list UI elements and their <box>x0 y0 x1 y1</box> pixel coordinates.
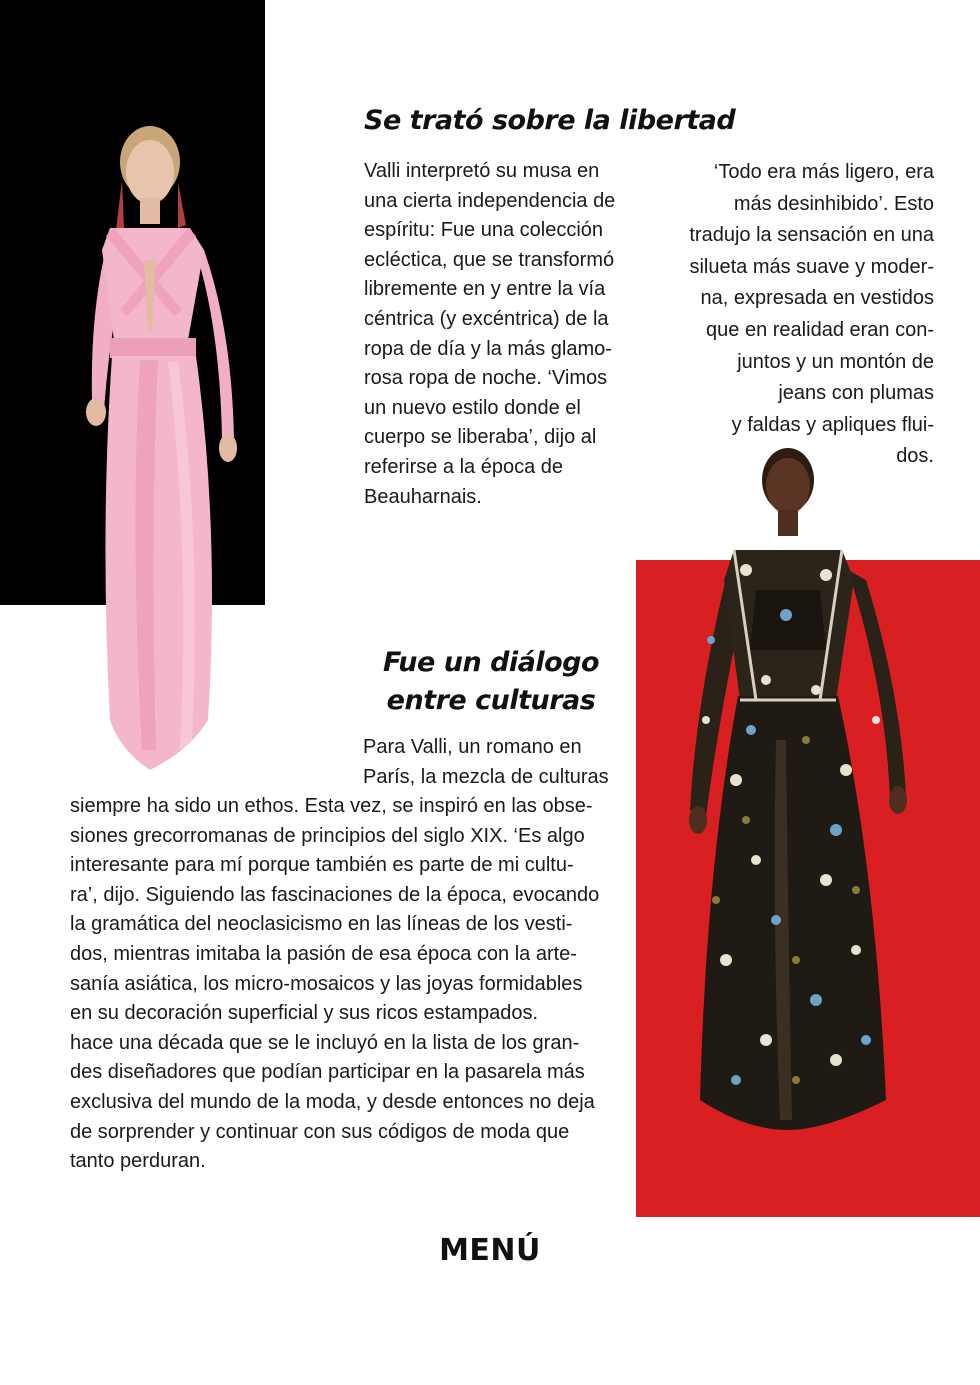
text-line: libremente en y entre la vía <box>364 278 606 301</box>
text-line: juntos y un montón de <box>737 350 934 373</box>
text-line: des diseñadores que podían participar en la pasarela más <box>70 1061 585 1084</box>
section-heading-libertad: Se trató sobre la libertad <box>364 105 736 136</box>
text-line: Valli interpretó su musa en <box>364 160 600 182</box>
text-line: Para Valli, un romano en <box>363 736 582 758</box>
text-line: dos. <box>896 445 934 468</box>
menu-link[interactable]: MENÚ <box>439 1233 541 1268</box>
text-line: rosa ropa de noche. ‘Vimos <box>364 367 608 390</box>
text-line: cuerpo se liberaba’, dijo al <box>364 426 597 449</box>
text-line: silueta más suave y moder- <box>689 255 934 278</box>
text-line: siempre ha sido un ethos. Esta vez, se inspiró en las obse- <box>70 795 593 817</box>
text-line: tradujo la sensación en una <box>689 224 934 247</box>
text-line: ecléctica, que se transformó <box>364 248 615 271</box>
text-line: referirse a la época de <box>364 455 564 478</box>
text-line: un nuevo estilo donde el <box>364 396 581 419</box>
text-line: la gramática del neoclasicismo en las líneas de los vesti- <box>70 913 573 936</box>
text-line: y faldas y apliques flui- <box>731 413 934 436</box>
text-line: hace una década que se le incluyó en la lista de los gran- <box>70 1031 580 1054</box>
section-heading-culturas: Fue un diálogo entre culturas <box>382 647 600 716</box>
model-floral-gown-image <box>676 440 916 1140</box>
culturas-body <box>70 792 625 1177</box>
text-line: ropa de día y la más glamo- <box>364 337 612 360</box>
text-line: jeans con plumas <box>778 382 934 405</box>
model-pink-gown-image <box>70 110 270 775</box>
text-line: dos, mientras imitaba la pasión de esa época con la arte- <box>70 942 577 965</box>
text-line: na, expresada en vestidos <box>700 287 934 310</box>
text-line: espíritu: Fue una colección <box>364 219 604 242</box>
text-line: ‘Todo era más ligero, era <box>713 161 934 183</box>
culturas-intro <box>363 733 623 792</box>
text-line: tanto perduran. <box>70 1150 206 1173</box>
text-line: Beauharnais. <box>364 485 482 508</box>
text-line: céntrica (y excéntrica) de la <box>364 307 609 330</box>
text-line: sanía asiática, los micro-mosaicos y las joyas formidables <box>70 972 583 995</box>
text-line: París, la mezcla de culturas <box>363 765 609 788</box>
text-line: ra’, dijo. Siguiendo las fascinaciones de la época, evocando <box>70 883 600 906</box>
text-line: en su decoración superficial y sus ricos estampados. <box>70 1002 539 1025</box>
libertad-left-column <box>364 157 649 512</box>
libertad-right-column <box>650 157 934 473</box>
text-line: que en realidad eran con- <box>706 318 934 341</box>
text-line: de sorprender y continuar con sus códigos de moda que <box>70 1120 570 1143</box>
text-line: exclusiva del mundo de la moda, y desde entonces no deja <box>70 1090 595 1113</box>
text-line: una cierta independencia de <box>364 189 616 212</box>
text-line: siones grecorromanas de principios del siglo XIX. ‘Es algo <box>70 824 585 847</box>
text-line: interesante para mí porque también es parte de mi cultu- <box>70 854 574 877</box>
text-line: más desinhibido’. Esto <box>733 192 934 215</box>
